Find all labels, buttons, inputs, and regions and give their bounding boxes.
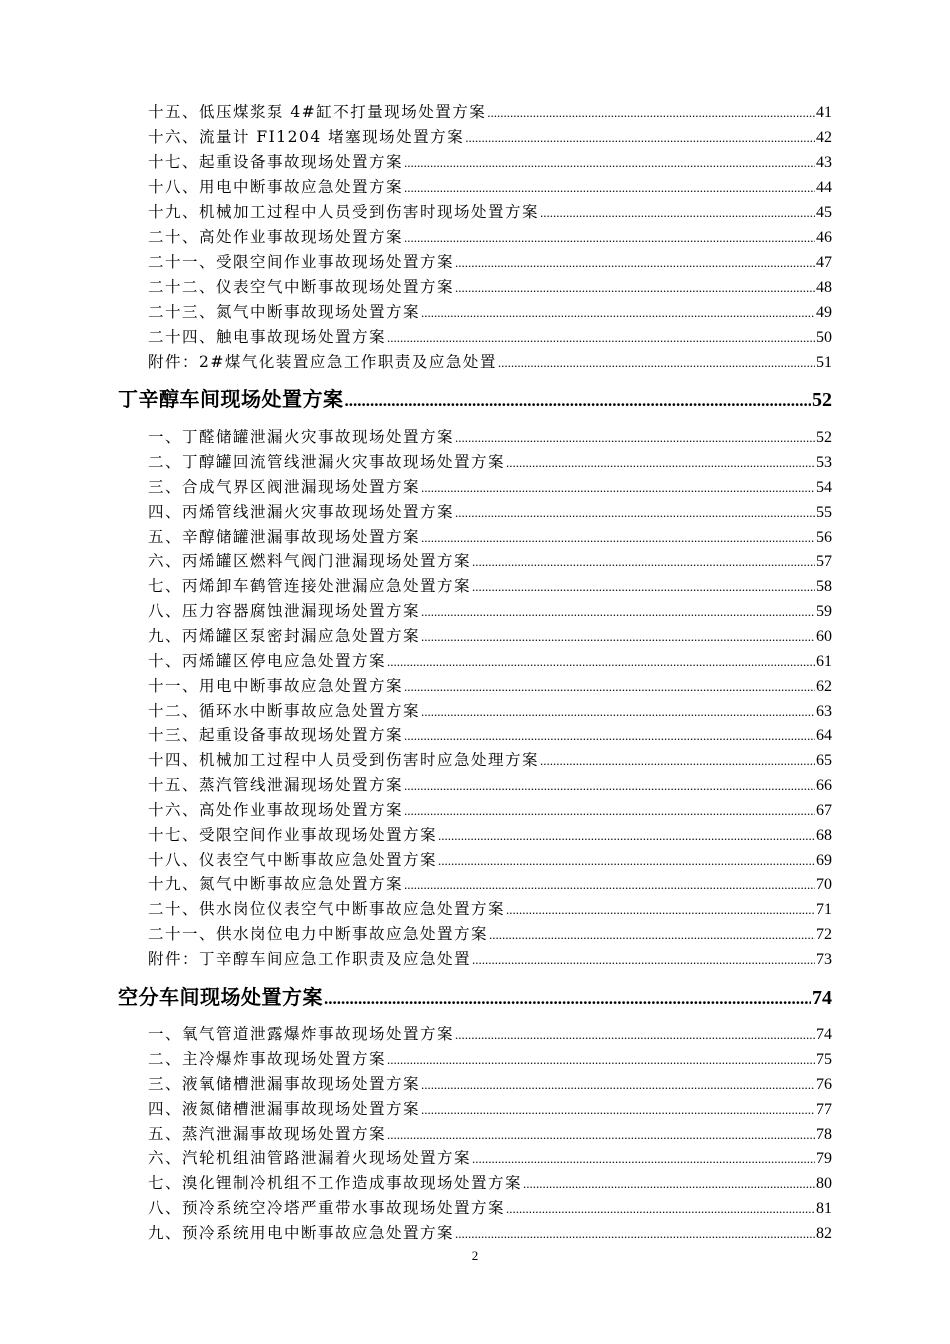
toc-dot-leader <box>404 151 815 175</box>
toc-dot-leader <box>455 1023 815 1047</box>
toc-entry-page: 76 <box>816 1076 832 1093</box>
toc-entry[interactable] <box>148 225 832 249</box>
toc-dot-leader <box>345 386 812 416</box>
toc-entry[interactable] <box>148 1196 832 1220</box>
toc-entry-label: 十五、蒸汽管线泄漏现场处置方案 <box>148 776 404 794</box>
toc-entry-page: 48 <box>816 279 832 296</box>
toc-entry-page: 54 <box>816 479 832 496</box>
toc-entry-page: 52 <box>816 429 832 446</box>
toc-entry-page: 77 <box>816 1101 832 1118</box>
toc-entry[interactable] <box>148 947 832 971</box>
toc-entry-page: 72 <box>816 926 832 943</box>
toc-entry[interactable] <box>148 525 832 549</box>
toc-dot-leader <box>404 774 815 798</box>
toc-entry-page: 78 <box>816 1126 832 1143</box>
toc-entry-label: 九、预冷系统用电中断事故应急处置方案 <box>148 1224 455 1242</box>
toc-dot-leader <box>487 101 815 125</box>
toc-entry-page: 46 <box>816 229 832 246</box>
toc-entry[interactable] <box>148 350 832 374</box>
toc-entry-label: 十二、循环水中断事故应急处置方案 <box>148 702 421 720</box>
page-number: 2 <box>471 1248 479 1263</box>
toc-entry-page: 61 <box>816 653 832 670</box>
toc-entry[interactable] <box>148 425 832 449</box>
toc-entry[interactable] <box>148 175 832 199</box>
toc-dot-leader <box>506 1197 815 1221</box>
toc-entry-page: 64 <box>816 727 832 744</box>
toc-entry[interactable] <box>148 823 832 847</box>
toc-dot-leader <box>465 126 815 150</box>
toc-entry-page: 62 <box>816 678 832 695</box>
toc-entry[interactable] <box>148 275 832 299</box>
toc-dot-leader <box>506 451 815 475</box>
toc-entry-page: 67 <box>816 802 832 819</box>
toc-entry-label: 十六、流量计 FI1204 堵塞现场处置方案 <box>148 128 465 146</box>
toc-entry-label: 二、丁醇罐回流管线泄漏火灾事故现场处置方案 <box>148 453 506 471</box>
toc-entry[interactable] <box>148 1146 832 1170</box>
toc-entry[interactable] <box>148 325 832 349</box>
toc-entry-page: 47 <box>816 254 832 271</box>
toc-entry-label: 五、辛醇储罐泄漏事故现场处置方案 <box>148 528 421 546</box>
toc-entry-label: 九、丙烯罐区泵密封漏应急处置方案 <box>148 627 421 645</box>
toc-entry[interactable] <box>148 723 832 747</box>
toc-entry-page: 51 <box>816 354 832 371</box>
toc-dot-leader <box>387 1123 815 1147</box>
toc-entry[interactable] <box>148 1072 832 1096</box>
toc-dot-leader <box>540 201 815 225</box>
toc-dot-leader <box>455 501 815 525</box>
toc-entry-label: 十七、起重设备事故现场处置方案 <box>148 153 404 171</box>
toc-entry[interactable] <box>148 1097 832 1121</box>
toc-entry-page: 50 <box>816 329 832 346</box>
toc-entry-page: 55 <box>816 504 832 521</box>
toc-entry[interactable] <box>148 1171 832 1195</box>
toc-entry-label: 六、丙烯罐区燃料气阀门泄漏现场处置方案 <box>148 552 472 570</box>
toc-entry-page: 58 <box>816 578 832 595</box>
toc-entry[interactable] <box>148 475 832 499</box>
toc-dot-leader <box>523 1172 815 1196</box>
toc-entry[interactable] <box>148 922 832 946</box>
toc-entry-label: 二十、高处作业事故现场处置方案 <box>148 228 404 246</box>
toc-dot-leader <box>387 326 815 350</box>
toc-dot-leader <box>472 550 815 574</box>
toc-entry[interactable] <box>148 125 832 149</box>
toc-entry-label: 二十、供水岗位仪表空气中断事故应急处置方案 <box>148 900 506 918</box>
toc-dot-leader <box>421 526 815 550</box>
toc-entry[interactable] <box>148 500 832 524</box>
toc-dot-leader <box>404 724 815 748</box>
toc-entry-label: 二十一、供水岗位电力中断事故应急处置方案 <box>148 925 489 943</box>
toc-dot-leader <box>472 948 815 972</box>
toc-dot-leader <box>489 923 815 947</box>
toc-dot-leader <box>455 251 815 275</box>
toc-entry[interactable] <box>148 549 832 573</box>
toc-entry-page: 57 <box>816 553 832 570</box>
toc-entry-label: 二十二、仪表空气中断事故现场处置方案 <box>148 278 455 296</box>
toc-entry-page: 75 <box>816 1051 832 1068</box>
toc-entry[interactable] <box>148 300 832 324</box>
toc-entry[interactable] <box>148 1221 832 1245</box>
toc-entry[interactable] <box>148 100 832 124</box>
toc-entry[interactable] <box>148 699 832 723</box>
toc-entry-label: 八、压力容器腐蚀泄漏现场处置方案 <box>148 602 421 620</box>
toc-entry-label: 五、蒸汽泄漏事故现场处置方案 <box>148 1125 387 1143</box>
toc-entry-label: 三、液氧储槽泄漏事故现场处置方案 <box>148 1075 421 1093</box>
toc-entry[interactable] <box>148 1022 832 1046</box>
toc-entry-label: 十一、用电中断事故应急处置方案 <box>148 677 404 695</box>
toc-dot-leader <box>421 476 815 500</box>
toc-section-label: 丁辛醇车间现场处置方案 <box>118 387 344 411</box>
toc-entry-page: 45 <box>816 204 832 221</box>
toc-entry-label: 一、氧气管道泄露爆炸事故现场处置方案 <box>148 1025 455 1043</box>
toc-entry-page: 63 <box>816 703 832 720</box>
toc-dot-leader <box>455 426 815 450</box>
toc-entry-label: 附件：2#煤气化装置应急工作职责及应急处置 <box>148 353 497 371</box>
toc-entry[interactable] <box>148 897 832 921</box>
toc-entry-label: 十九、机械加工过程中人员受到伤害时现场处置方案 <box>148 203 540 221</box>
toc-dot-leader <box>404 873 815 897</box>
toc-entry-page: 44 <box>816 179 832 196</box>
toc-entry-page: 43 <box>816 154 832 171</box>
toc-entry[interactable] <box>148 872 832 896</box>
toc-dot-leader <box>404 176 815 200</box>
toc-entry-label: 四、液氮储槽泄漏事故现场处置方案 <box>148 1100 421 1118</box>
toc-entry-label: 二、主冷爆炸事故现场处置方案 <box>148 1050 387 1068</box>
toc-entry-label: 十八、仪表空气中断事故应急处置方案 <box>148 851 438 869</box>
toc-entry-label: 二十四、触电事故现场处置方案 <box>148 328 387 346</box>
toc-entry[interactable] <box>148 200 832 224</box>
toc-entry[interactable] <box>148 574 832 598</box>
toc-entry[interactable] <box>148 1047 832 1071</box>
toc-entry[interactable] <box>148 250 832 274</box>
toc-entry-page: 80 <box>816 1175 832 1192</box>
toc-dot-leader <box>438 824 815 848</box>
toc-entry-page: 56 <box>816 529 832 546</box>
toc-dot-leader <box>404 675 815 699</box>
toc-dot-leader <box>404 226 815 250</box>
toc-entry[interactable] <box>148 450 832 474</box>
toc-dot-leader <box>472 1147 815 1171</box>
toc-entry-label: 十八、用电中断事故应急处置方案 <box>148 178 404 196</box>
toc-dot-leader <box>421 700 815 724</box>
toc-dot-leader <box>421 1098 815 1122</box>
toc-entry-page: 41 <box>816 104 832 121</box>
toc-entry-page: 49 <box>816 304 832 321</box>
toc-dot-leader <box>421 625 815 649</box>
toc-dot-leader <box>438 849 815 873</box>
toc-entry-page: 73 <box>816 951 832 968</box>
toc-entry[interactable] <box>148 674 832 698</box>
toc-dot-leader <box>421 600 815 624</box>
toc-entry-label: 十三、起重设备事故现场处置方案 <box>148 726 404 744</box>
toc-entry-label: 附件：丁辛醇车间应急工作职责及应急处置 <box>148 950 472 968</box>
toc-dot-leader <box>455 276 815 300</box>
toc-entry-label: 四、丙烯管线泄漏火灾事故现场处置方案 <box>148 503 455 521</box>
toc-dot-leader <box>324 984 811 1014</box>
toc-dot-leader <box>387 650 815 674</box>
toc-entry-page: 59 <box>816 603 832 620</box>
toc-entry-label: 八、预冷系统空冷塔严重带水事故现场处置方案 <box>148 1199 506 1217</box>
toc-entry-label: 七、丙烯卸车鹤管连接处泄漏应急处置方案 <box>148 577 472 595</box>
toc-entry[interactable] <box>148 599 832 623</box>
toc-dot-leader <box>387 1048 815 1072</box>
toc-dot-leader <box>498 351 815 375</box>
toc-entry-label: 十九、氮气中断事故应急处置方案 <box>148 875 404 893</box>
toc-entry-page: 81 <box>816 1200 832 1217</box>
toc-entry-page: 66 <box>816 777 832 794</box>
toc-section-page: 52 <box>812 389 832 411</box>
toc-entry[interactable] <box>148 798 832 822</box>
toc-entry-page: 68 <box>816 827 832 844</box>
toc-dot-leader <box>421 301 815 325</box>
toc-entry-label: 十五、低压煤浆泵 4#缸不打量现场处置方案 <box>148 103 487 121</box>
toc-entry-label: 十七、受限空间作业事故现场处置方案 <box>148 826 438 844</box>
toc-entry-page: 53 <box>816 454 832 471</box>
toc-entry-page: 79 <box>816 1150 832 1167</box>
toc-entry-page: 69 <box>816 852 832 869</box>
toc-dot-leader <box>421 1073 815 1097</box>
toc-entry-label: 十四、机械加工过程中人员受到伤害时应急处理方案 <box>148 751 540 769</box>
toc-entry-label: 三、合成气界区阀泄漏现场处置方案 <box>148 478 421 496</box>
toc-entry[interactable] <box>148 1122 832 1146</box>
toc-entry-page: 60 <box>816 628 832 645</box>
toc-dot-leader <box>506 898 815 922</box>
toc-entry-label: 十、丙烯罐区停电应急处置方案 <box>148 652 387 670</box>
toc-section-heading[interactable] <box>118 384 832 414</box>
toc-entry[interactable] <box>148 748 832 772</box>
toc-entry-page: 70 <box>816 876 832 893</box>
toc-entry-page: 42 <box>816 129 832 146</box>
toc-entry-label: 六、汽轮机组油管路泄漏着火现场处置方案 <box>148 1149 472 1167</box>
toc-section-label: 空分车间现场处置方案 <box>118 985 323 1009</box>
toc-entry-page: 82 <box>816 1225 832 1242</box>
toc-entry-label: 二十三、氮气中断事故现场处置方案 <box>148 303 421 321</box>
toc-entry[interactable] <box>148 773 832 797</box>
toc-entry-label: 十六、高处作业事故现场处置方案 <box>148 801 404 819</box>
toc-dot-leader <box>404 799 815 823</box>
toc-entry-page: 74 <box>816 1026 832 1043</box>
toc-entry[interactable] <box>148 848 832 872</box>
toc-dot-leader <box>472 575 815 599</box>
toc-entry-label: 二十一、受限空间作业事故现场处置方案 <box>148 253 455 271</box>
toc-section-heading[interactable] <box>118 982 832 1012</box>
toc-entry-label: 七、溴化锂制冷机组不工作造成事故现场处置方案 <box>148 1174 523 1192</box>
toc-entry[interactable] <box>148 150 832 174</box>
toc-entry-label: 一、丁醛储罐泄漏火灾事故现场处置方案 <box>148 428 455 446</box>
toc-dot-leader <box>540 749 815 773</box>
toc-entry[interactable] <box>148 624 832 648</box>
toc-entry[interactable] <box>148 649 832 673</box>
toc-entry-page: 65 <box>816 752 832 769</box>
toc-entry-page: 71 <box>816 901 832 918</box>
toc-section-page: 74 <box>812 987 832 1009</box>
toc-dot-leader <box>455 1222 815 1246</box>
